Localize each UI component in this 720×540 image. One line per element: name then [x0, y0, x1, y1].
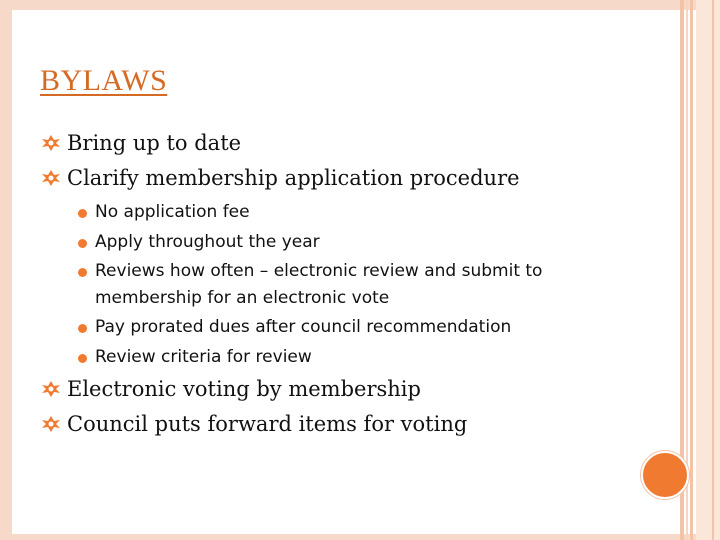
- frame-top: [0, 0, 720, 10]
- sub-bullet-text: Reviews how often – electronic review and submit to: [95, 261, 543, 281]
- flower-bullet-icon: [40, 169, 62, 187]
- decor-stripe: [686, 0, 688, 540]
- flower-bullet-icon: [40, 415, 62, 433]
- sub-bullet-text: Apply throughout the year: [95, 232, 320, 252]
- bullet-text: Clarify membership application procedure: [67, 166, 520, 190]
- flower-bullet-icon: [40, 134, 62, 152]
- dot-bullet-icon: [78, 354, 87, 363]
- slide-title: BYLAWS: [40, 64, 168, 97]
- bullet-item: [40, 166, 520, 190]
- bullet-item: [40, 377, 421, 401]
- bullet-item: [40, 131, 241, 155]
- dot-bullet-icon: [78, 268, 87, 277]
- dot-bullet-icon: [78, 239, 87, 248]
- sub-bullet-text: No application fee: [95, 202, 250, 222]
- dot-bullet-icon: [78, 209, 87, 218]
- decor-stripe: [696, 0, 720, 540]
- flower-bullet-icon: [40, 380, 62, 398]
- bullet-text: Council puts forward items for voting: [67, 412, 468, 436]
- bullet-text: Bring up to date: [67, 131, 242, 155]
- sub-bullet-text: Pay prorated dues after council recommendation: [95, 317, 512, 337]
- bullet-item: [40, 412, 467, 436]
- decor-orange-circle: [641, 451, 689, 499]
- bullet-text: Electronic voting by membership: [67, 377, 421, 401]
- dot-bullet-icon: [78, 324, 87, 333]
- sub-bullet-text: Review criteria for review: [95, 347, 312, 367]
- frame-left: [0, 0, 12, 540]
- decor-stripe: [690, 0, 693, 540]
- frame-bottom: [0, 534, 720, 540]
- decor-stripe: [712, 0, 714, 540]
- sub-bullet-text: membership for an electronic vote: [95, 288, 390, 308]
